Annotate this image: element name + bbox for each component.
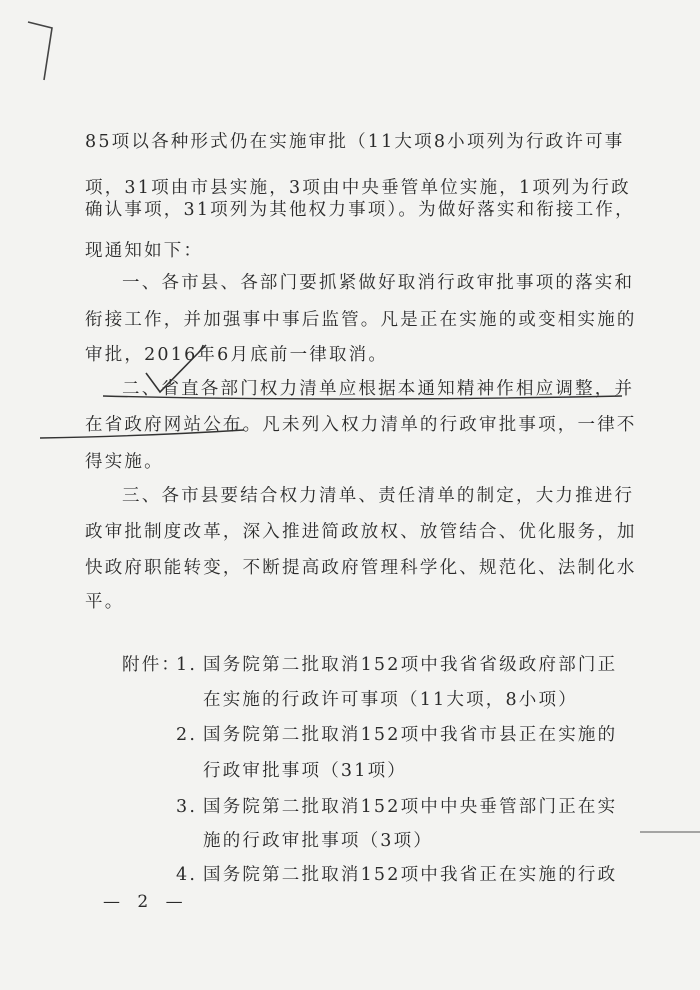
attachment-1-line-1: 国务院第二批取消152项中我省省级政府部门正 bbox=[203, 655, 618, 675]
para-two-line-3: 得实施。 bbox=[85, 452, 164, 472]
para-one-line-3: 审批，2016年6月底前一律取消。 bbox=[85, 345, 389, 365]
attachment-1-line-2: 在实施的行政许可事项（11大项，8小项） bbox=[203, 690, 578, 710]
attachment-3-number: 3. bbox=[176, 797, 198, 817]
attachment-label: 附件： bbox=[122, 655, 182, 675]
attachment-1-number: 1. bbox=[176, 655, 198, 675]
attachment-2-line-2: 行政审批事项（31项） bbox=[203, 761, 407, 781]
para-three-line-4: 平。 bbox=[85, 592, 125, 612]
para-one-line-1: 一、各市县、各部门要抓紧做好取消行政审批事项的落实和 bbox=[122, 273, 635, 293]
para-two-line-1: 二、省直各部门权力清单应根据本通知精神作相应调整，并 bbox=[122, 379, 635, 399]
attachment-3-line-1: 国务院第二批取消152项中中央垂管部门正在实 bbox=[203, 797, 618, 817]
intro-line-1: 85项以各种形式仍在实施审批（11大项8小项列为行政许可事 bbox=[85, 132, 625, 152]
para-two-line-2: 在省政府网站公布。凡未列入权力清单的行政审批事项，一律不 bbox=[85, 415, 637, 435]
para-three-line-3: 快政府职能转变，不断提高政府管理科学化、规范化、法制化水 bbox=[85, 558, 637, 578]
attachment-3-line-2: 施的行政审批事项（3项） bbox=[203, 831, 434, 851]
para-three-line-1: 三、各市县要结合权力清单、责任清单的制定，大力推进行 bbox=[122, 486, 635, 506]
attachment-4-number: 4. bbox=[176, 865, 198, 885]
attachment-4-line-1: 国务院第二批取消152项中我省正在实施的行政 bbox=[203, 865, 618, 885]
para-one-line-2: 衔接工作，并加强事中事后监管。凡是正在实施的或变相实施的 bbox=[85, 310, 637, 330]
intro-line-2: 项，31项由市县实施，3项由中央垂管单位实施，1项列为行政 bbox=[85, 178, 631, 198]
para-three-line-2: 政审批制度改革，深入推进简政放权、放管结合、优化服务，加 bbox=[85, 522, 637, 542]
intro-line-3: 确认事项，31项列为其他权力事项）。为做好落实和衔接工作， bbox=[85, 200, 635, 220]
page-number: — 2 — bbox=[103, 892, 189, 912]
intro-line-4: 现通知如下： bbox=[85, 241, 204, 261]
corner-pen-stroke bbox=[28, 22, 52, 80]
attachment-2-number: 2. bbox=[176, 725, 198, 745]
attachment-2-line-1: 国务院第二批取消152项中我省市县正在实施的 bbox=[203, 725, 618, 745]
